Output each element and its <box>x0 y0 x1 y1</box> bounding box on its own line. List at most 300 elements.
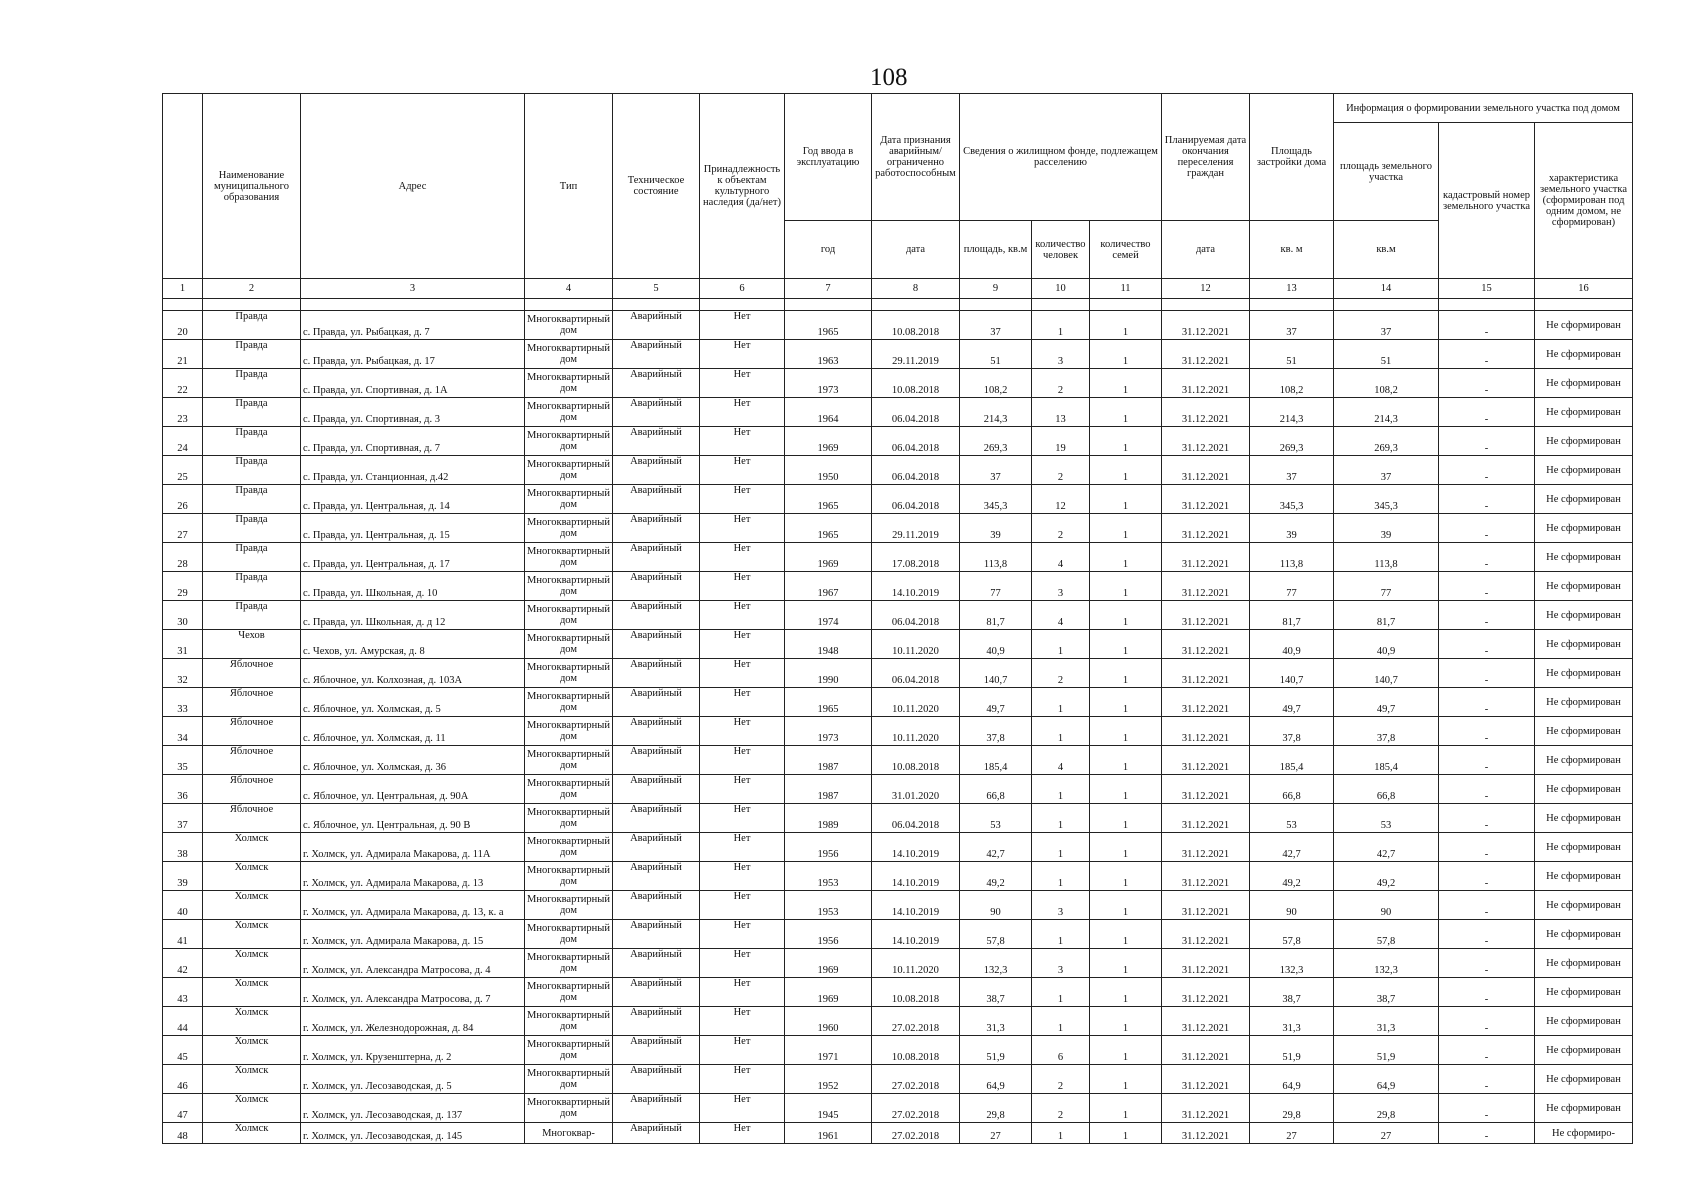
address-cell: с. Правда, ул. Станционная, д.42 <box>301 456 525 485</box>
cadastral-cell: - <box>1439 659 1535 688</box>
address-cell: с. Правда, ул. Спортивная, д. 3 <box>301 398 525 427</box>
planned-date-cell: 31.12.2021 <box>1162 659 1250 688</box>
people-cell: 1 <box>1032 978 1090 1007</box>
land-char-cell: Не сформирован <box>1535 659 1633 688</box>
municipality-cell: Холмск <box>203 920 301 949</box>
land-char-cell: Не сформирован <box>1535 833 1633 862</box>
land-area-cell: 39 <box>1334 514 1439 543</box>
year-cell: 1989 <box>785 804 872 833</box>
land-char-cell: Не сформирован <box>1535 920 1633 949</box>
people-cell: 1 <box>1032 862 1090 891</box>
year-cell: 1953 <box>785 862 872 891</box>
column-number: 11 <box>1090 279 1162 299</box>
heritage-cell: Нет <box>700 514 785 543</box>
date-emergency-cell: 10.11.2020 <box>872 717 960 746</box>
row-number: 27 <box>163 514 203 543</box>
table-row <box>163 688 1633 717</box>
heritage-cell: Нет <box>700 369 785 398</box>
building-area-cell: 27 <box>1250 1123 1334 1144</box>
table-row <box>163 572 1633 601</box>
cadastral-cell: - <box>1439 717 1535 746</box>
date-emergency-cell: 10.11.2020 <box>872 630 960 659</box>
area-cell: 64,9 <box>960 1065 1032 1094</box>
land-char-cell: Не сформиро- <box>1535 1123 1633 1144</box>
building-area-cell: 64,9 <box>1250 1065 1334 1094</box>
tech-state-cell: Аварийный <box>613 775 700 804</box>
people-cell: 3 <box>1032 949 1090 978</box>
address-cell: с. Правда, ул. Спортивная, д. 7 <box>301 427 525 456</box>
land-area-cell: 57,8 <box>1334 920 1439 949</box>
planned-date-cell: 31.12.2021 <box>1162 601 1250 630</box>
area-cell: 42,7 <box>960 833 1032 862</box>
address-cell: г. Холмск, ул. Александра Матросова, д. 7 <box>301 978 525 1007</box>
municipality-cell: Правда <box>203 311 301 340</box>
column-number: 2 <box>203 279 301 299</box>
type-cell: Многоквартирный дом <box>525 485 613 514</box>
table-row <box>163 804 1633 833</box>
table-row <box>163 1036 1633 1065</box>
municipality-cell: Правда <box>203 601 301 630</box>
year-cell: 1960 <box>785 1007 872 1036</box>
date-emergency-cell: 06.04.2018 <box>872 427 960 456</box>
table-row <box>163 862 1633 891</box>
municipality-cell: Холмск <box>203 1065 301 1094</box>
families-cell: 1 <box>1090 514 1162 543</box>
cadastral-cell: - <box>1439 862 1535 891</box>
families-cell: 1 <box>1090 949 1162 978</box>
planned-date-cell: 31.12.2021 <box>1162 717 1250 746</box>
area-cell: 90 <box>960 891 1032 920</box>
municipality-cell: Яблочное <box>203 775 301 804</box>
type-cell: Многоквартирный дом <box>525 572 613 601</box>
tech-state-cell: Аварийный <box>613 891 700 920</box>
planned-date-cell: 31.12.2021 <box>1162 456 1250 485</box>
people-cell: 1 <box>1032 833 1090 862</box>
municipality-cell: Яблочное <box>203 717 301 746</box>
planned-date-cell: 31.12.2021 <box>1162 920 1250 949</box>
tech-state-cell: Аварийный <box>613 978 700 1007</box>
land-area-cell: 53 <box>1334 804 1439 833</box>
column-number: 4 <box>525 279 613 299</box>
area-cell: 37 <box>960 456 1032 485</box>
column-number: 6 <box>700 279 785 299</box>
date-emergency-cell: 10.11.2020 <box>872 688 960 717</box>
land-char-cell: Не сформирован <box>1535 543 1633 572</box>
heritage-cell: Нет <box>700 311 785 340</box>
area-cell: 269,3 <box>960 427 1032 456</box>
people-cell: 1 <box>1032 688 1090 717</box>
type-cell: Многоквартирный дом <box>525 1007 613 1036</box>
row-number: 25 <box>163 456 203 485</box>
date-emergency-cell: 06.04.2018 <box>872 804 960 833</box>
table-row <box>163 514 1633 543</box>
year-cell: 1969 <box>785 978 872 1007</box>
people-cell: 12 <box>1032 485 1090 514</box>
families-cell: 1 <box>1090 311 1162 340</box>
building-area-cell: 90 <box>1250 891 1334 920</box>
year-cell: 1956 <box>785 920 872 949</box>
building-area-cell: 49,2 <box>1250 862 1334 891</box>
municipality-cell: Правда <box>203 456 301 485</box>
type-cell: Многоквартирный дом <box>525 717 613 746</box>
row-number: 44 <box>163 1007 203 1036</box>
heritage-cell: Нет <box>700 572 785 601</box>
year-cell: 1990 <box>785 659 872 688</box>
people-cell: 6 <box>1032 1036 1090 1065</box>
heritage-cell: Нет <box>700 601 785 630</box>
area-cell: 31,3 <box>960 1007 1032 1036</box>
tech-state-cell: Аварийный <box>613 920 700 949</box>
tech-state-cell: Аварийный <box>613 746 700 775</box>
families-cell: 1 <box>1090 862 1162 891</box>
land-area-cell: 64,9 <box>1334 1065 1439 1094</box>
land-char-cell: Не сформирован <box>1535 949 1633 978</box>
table-header <box>163 94 1633 311</box>
planned-date-cell: 31.12.2021 <box>1162 543 1250 572</box>
families-cell: 1 <box>1090 1123 1162 1144</box>
date-emergency-cell: 10.08.2018 <box>872 1036 960 1065</box>
municipality-cell: Холмск <box>203 891 301 920</box>
tech-state-cell: Аварийный <box>613 804 700 833</box>
tech-state-cell: Аварийный <box>613 862 700 891</box>
people-cell: 2 <box>1032 1065 1090 1094</box>
table-row <box>163 543 1633 572</box>
cadastral-cell: - <box>1439 398 1535 427</box>
families-cell: 1 <box>1090 1094 1162 1123</box>
cadastral-cell: - <box>1439 369 1535 398</box>
land-area-cell: 113,8 <box>1334 543 1439 572</box>
area-cell: 38,7 <box>960 978 1032 1007</box>
planned-date-cell: 31.12.2021 <box>1162 1007 1250 1036</box>
year-cell: 1965 <box>785 311 872 340</box>
address-cell: с. Яблочное, ул. Центральная, д. 90 В <box>301 804 525 833</box>
subheader-date: дата <box>872 221 960 279</box>
building-area-cell: 39 <box>1250 514 1334 543</box>
land-char-cell: Не сформирован <box>1535 427 1633 456</box>
row-number: 29 <box>163 572 203 601</box>
column-number: 16 <box>1535 279 1633 299</box>
cadastral-cell: - <box>1439 514 1535 543</box>
land-area-cell: 49,2 <box>1334 862 1439 891</box>
cadastral-cell: - <box>1439 920 1535 949</box>
tech-state-cell: Аварийный <box>613 688 700 717</box>
table-row <box>163 746 1633 775</box>
table-row <box>163 717 1633 746</box>
area-cell: 66,8 <box>960 775 1032 804</box>
header-address: Адрес <box>301 94 525 279</box>
tech-state-cell: Аварийный <box>613 572 700 601</box>
cadastral-cell: - <box>1439 543 1535 572</box>
municipality-cell: Правда <box>203 485 301 514</box>
cadastral-cell: - <box>1439 688 1535 717</box>
subheader-area: площадь, кв.м <box>960 221 1032 279</box>
land-char-cell: Не сформирован <box>1535 340 1633 369</box>
people-cell: 1 <box>1032 1007 1090 1036</box>
municipality-cell: Яблочное <box>203 804 301 833</box>
row-number: 21 <box>163 340 203 369</box>
land-area-cell: 29,8 <box>1334 1094 1439 1123</box>
table-row <box>163 978 1633 1007</box>
address-cell: г. Холмск, ул. Адмирала Макарова, д. 13 <box>301 862 525 891</box>
land-area-cell: 132,3 <box>1334 949 1439 978</box>
land-char-cell: Не сформирован <box>1535 572 1633 601</box>
land-area-cell: 77 <box>1334 572 1439 601</box>
address-cell: г. Холмск, ул. Адмирала Макарова, д. 15 <box>301 920 525 949</box>
type-cell: Многоквартирный дом <box>525 427 613 456</box>
area-cell: 132,3 <box>960 949 1032 978</box>
column-number: 1 <box>163 279 203 299</box>
planned-date-cell: 31.12.2021 <box>1162 1123 1250 1144</box>
families-cell: 1 <box>1090 572 1162 601</box>
cadastral-cell: - <box>1439 949 1535 978</box>
row-number: 26 <box>163 485 203 514</box>
header-land-char: характеристика земельного участка (сформирован под одним домом, не сформирован) <box>1535 123 1633 279</box>
cadastral-cell: - <box>1439 746 1535 775</box>
municipality-cell: Холмск <box>203 1123 301 1144</box>
heritage-cell: Нет <box>700 659 785 688</box>
year-cell: 1964 <box>785 398 872 427</box>
date-emergency-cell: 10.08.2018 <box>872 369 960 398</box>
tech-state-cell: Аварийный <box>613 1007 700 1036</box>
heritage-cell: Нет <box>700 978 785 1007</box>
land-area-cell: 31,3 <box>1334 1007 1439 1036</box>
table-row <box>163 456 1633 485</box>
address-cell: г. Холмск, ул. Лесозаводская, д. 5 <box>301 1065 525 1094</box>
year-cell: 1965 <box>785 688 872 717</box>
area-cell: 39 <box>960 514 1032 543</box>
land-area-cell: 345,3 <box>1334 485 1439 514</box>
land-char-cell: Не сформирован <box>1535 456 1633 485</box>
heritage-cell: Нет <box>700 1065 785 1094</box>
type-cell: Многоквартирный дом <box>525 311 613 340</box>
land-area-cell: 49,7 <box>1334 688 1439 717</box>
row-number: 23 <box>163 398 203 427</box>
building-area-cell: 42,7 <box>1250 833 1334 862</box>
row-number: 43 <box>163 978 203 1007</box>
heritage-cell: Нет <box>700 775 785 804</box>
address-cell: с. Яблочное, ул. Холмская, д. 5 <box>301 688 525 717</box>
heritage-cell: Нет <box>700 1123 785 1144</box>
tech-state-cell: Аварийный <box>613 1036 700 1065</box>
planned-date-cell: 31.12.2021 <box>1162 1036 1250 1065</box>
municipality-cell: Правда <box>203 340 301 369</box>
address-cell: с. Правда, ул. Школьная, д. 10 <box>301 572 525 601</box>
area-cell: 40,9 <box>960 630 1032 659</box>
land-char-cell: Не сформирован <box>1535 775 1633 804</box>
row-number: 38 <box>163 833 203 862</box>
year-cell: 1948 <box>785 630 872 659</box>
address-cell: с. Яблочное, ул. Центральная, д. 90А <box>301 775 525 804</box>
table-row <box>163 485 1633 514</box>
tech-state-cell: Аварийный <box>613 340 700 369</box>
families-cell: 1 <box>1090 688 1162 717</box>
subheader-year: год <box>785 221 872 279</box>
year-cell: 1969 <box>785 543 872 572</box>
date-emergency-cell: 06.04.2018 <box>872 485 960 514</box>
families-cell: 1 <box>1090 833 1162 862</box>
tech-state-cell: Аварийный <box>613 601 700 630</box>
tech-state-cell: Аварийный <box>613 427 700 456</box>
land-area-cell: 37 <box>1334 456 1439 485</box>
column-number: 3 <box>301 279 525 299</box>
building-area-cell: 77 <box>1250 572 1334 601</box>
type-cell: Многоквартирный дом <box>525 862 613 891</box>
heritage-cell: Нет <box>700 746 785 775</box>
table-row <box>163 601 1633 630</box>
land-char-cell: Не сформирован <box>1535 1094 1633 1123</box>
year-cell: 1967 <box>785 572 872 601</box>
type-cell: Многоквартирный дом <box>525 340 613 369</box>
row-number: 30 <box>163 601 203 630</box>
year-cell: 1974 <box>785 601 872 630</box>
type-cell: Многоквартирный дом <box>525 659 613 688</box>
people-cell: 2 <box>1032 369 1090 398</box>
tech-state-cell: Аварийный <box>613 398 700 427</box>
header-cadastral: кадастровый номер земельного участка <box>1439 123 1535 279</box>
heritage-cell: Нет <box>700 1094 785 1123</box>
type-cell: Многоквартирный дом <box>525 804 613 833</box>
planned-date-cell: 31.12.2021 <box>1162 398 1250 427</box>
type-cell: Многоквартирный дом <box>525 514 613 543</box>
address-cell: г. Холмск, ул. Железнодорожная, д. 84 <box>301 1007 525 1036</box>
row-number: 20 <box>163 311 203 340</box>
families-cell: 1 <box>1090 891 1162 920</box>
year-cell: 1952 <box>785 1065 872 1094</box>
tech-state-cell: Аварийный <box>613 1123 700 1144</box>
families-cell: 1 <box>1090 427 1162 456</box>
row-number: 33 <box>163 688 203 717</box>
planned-date-cell: 31.12.2021 <box>1162 485 1250 514</box>
date-emergency-cell: 27.02.2018 <box>872 1094 960 1123</box>
land-area-cell: 37,8 <box>1334 717 1439 746</box>
land-char-cell: Не сформирован <box>1535 514 1633 543</box>
land-area-cell: 90 <box>1334 891 1439 920</box>
land-char-cell: Не сформирован <box>1535 369 1633 398</box>
people-cell: 4 <box>1032 601 1090 630</box>
type-cell: Многоквартирный дом <box>525 746 613 775</box>
date-emergency-cell: 10.08.2018 <box>872 311 960 340</box>
column-number: 8 <box>872 279 960 299</box>
address-cell: с. Правда, ул. Спортивная, д. 1А <box>301 369 525 398</box>
area-cell: 81,7 <box>960 601 1032 630</box>
cadastral-cell: - <box>1439 456 1535 485</box>
municipality-cell: Правда <box>203 514 301 543</box>
families-cell: 1 <box>1090 1036 1162 1065</box>
tech-state-cell: Аварийный <box>613 949 700 978</box>
heritage-cell: Нет <box>700 804 785 833</box>
municipality-cell: Правда <box>203 398 301 427</box>
address-cell: с. Правда, ул. Центральная, д. 17 <box>301 543 525 572</box>
table-row <box>163 369 1633 398</box>
heritage-cell: Нет <box>700 1036 785 1065</box>
type-cell: Многоквартирный дом <box>525 456 613 485</box>
planned-date-cell: 31.12.2021 <box>1162 369 1250 398</box>
building-area-cell: 345,3 <box>1250 485 1334 514</box>
people-cell: 1 <box>1032 775 1090 804</box>
cadastral-cell: - <box>1439 1036 1535 1065</box>
year-cell: 1963 <box>785 340 872 369</box>
municipality-cell: Правда <box>203 427 301 456</box>
heritage-cell: Нет <box>700 920 785 949</box>
planned-date-cell: 31.12.2021 <box>1162 630 1250 659</box>
people-cell: 1 <box>1032 630 1090 659</box>
area-cell: 108,2 <box>960 369 1032 398</box>
table-row <box>163 398 1633 427</box>
type-cell: Многоквартирный дом <box>525 978 613 1007</box>
tech-state-cell: Аварийный <box>613 514 700 543</box>
land-char-cell: Не сформирован <box>1535 1065 1633 1094</box>
people-cell: 1 <box>1032 311 1090 340</box>
type-cell: Многоквартирный дом <box>525 949 613 978</box>
row-number: 41 <box>163 920 203 949</box>
column-number: 15 <box>1439 279 1535 299</box>
building-area-cell: 51 <box>1250 340 1334 369</box>
building-area-cell: 132,3 <box>1250 949 1334 978</box>
planned-date-cell: 31.12.2021 <box>1162 746 1250 775</box>
planned-date-cell: 31.12.2021 <box>1162 775 1250 804</box>
column-number: 5 <box>613 279 700 299</box>
year-cell: 1987 <box>785 775 872 804</box>
heritage-cell: Нет <box>700 456 785 485</box>
heritage-cell: Нет <box>700 630 785 659</box>
land-area-cell: 214,3 <box>1334 398 1439 427</box>
row-number: 32 <box>163 659 203 688</box>
area-cell: 214,3 <box>960 398 1032 427</box>
people-cell: 4 <box>1032 543 1090 572</box>
planned-date-cell: 31.12.2021 <box>1162 514 1250 543</box>
table-row <box>163 427 1633 456</box>
column-number: 14 <box>1334 279 1439 299</box>
row-number: 46 <box>163 1065 203 1094</box>
year-cell: 1961 <box>785 1123 872 1144</box>
row-number: 31 <box>163 630 203 659</box>
row-number: 45 <box>163 1036 203 1065</box>
cadastral-cell: - <box>1439 427 1535 456</box>
row-number: 35 <box>163 746 203 775</box>
type-cell: Многоквартирный дом <box>525 688 613 717</box>
land-char-cell: Не сформирован <box>1535 804 1633 833</box>
address-cell: г. Холмск, ул. Адмирала Макарова, д. 11А <box>301 833 525 862</box>
area-cell: 37 <box>960 311 1032 340</box>
land-char-cell: Не сформирован <box>1535 891 1633 920</box>
land-char-cell: Не сформирован <box>1535 311 1633 340</box>
column-number-row <box>163 279 1633 299</box>
area-cell: 185,4 <box>960 746 1032 775</box>
land-char-cell: Не сформирован <box>1535 862 1633 891</box>
type-cell: Многоквартирный дом <box>525 775 613 804</box>
area-cell: 345,3 <box>960 485 1032 514</box>
land-char-cell: Не сформирован <box>1535 717 1633 746</box>
date-emergency-cell: 10.11.2020 <box>872 949 960 978</box>
building-area-cell: 37 <box>1250 311 1334 340</box>
table-row <box>163 1065 1633 1094</box>
families-cell: 1 <box>1090 543 1162 572</box>
people-cell: 19 <box>1032 427 1090 456</box>
header-building-area: Площадь застройки дома <box>1250 94 1334 221</box>
type-cell: Многоквартирный дом <box>525 920 613 949</box>
row-number: 40 <box>163 891 203 920</box>
row-number: 34 <box>163 717 203 746</box>
heritage-cell: Нет <box>700 1007 785 1036</box>
table-row <box>163 891 1633 920</box>
families-cell: 1 <box>1090 485 1162 514</box>
date-emergency-cell: 14.10.2019 <box>872 920 960 949</box>
cadastral-cell: - <box>1439 1007 1535 1036</box>
planned-date-cell: 31.12.2021 <box>1162 427 1250 456</box>
area-cell: 29,8 <box>960 1094 1032 1123</box>
page-number: 108 <box>870 64 908 91</box>
date-emergency-cell: 27.02.2018 <box>872 1007 960 1036</box>
